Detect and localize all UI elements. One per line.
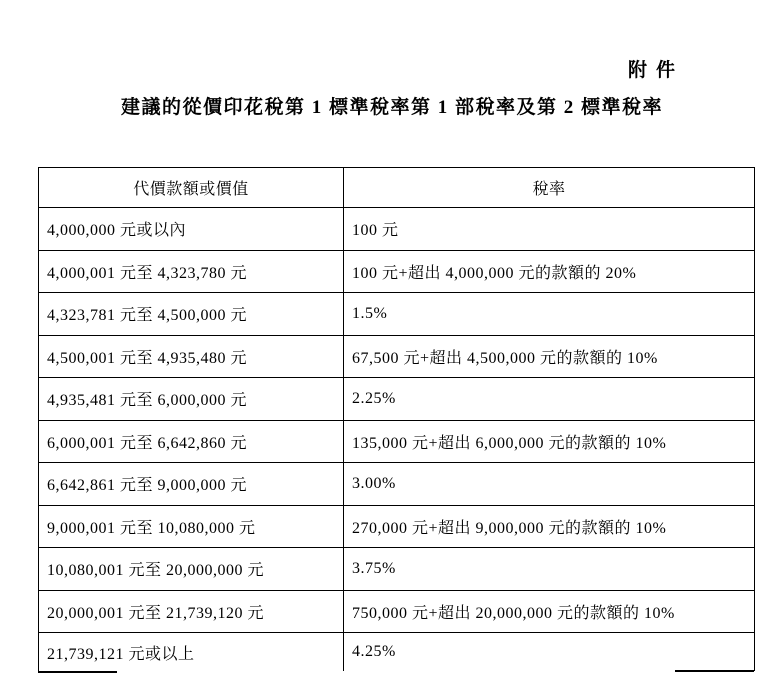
- table-row: [39, 250, 755, 293]
- column-header-rate: 稅率: [344, 168, 755, 208]
- consideration-cell: 4,000,001 元至 4,323,780 元: [39, 250, 344, 293]
- rate-cell: 4.25%: [344, 633, 755, 672]
- tax-rate-table: [38, 167, 755, 671]
- appendix-label: 附件: [628, 60, 685, 81]
- table-row: [39, 293, 755, 336]
- consideration-cell: 4,000,000 元或以內: [39, 208, 344, 251]
- consideration-cell: 21,739,121 元或以上: [39, 633, 344, 672]
- table-row: [39, 590, 755, 633]
- column-header-consideration: 代價款額或價值: [39, 168, 344, 208]
- rate-cell: 2.25%: [344, 378, 755, 421]
- rate-cell: 100 元+超出 4,000,000 元的款額的 20%: [344, 250, 755, 293]
- rate-cell: 1.5%: [344, 293, 755, 336]
- page-title: 建議的從價印花稅第 1 標準稅率第 1 部稅率及第 2 標準稅率: [120, 97, 663, 118]
- table-bottom-border-right-segment: [675, 670, 754, 672]
- table-row: [39, 378, 755, 421]
- table-row: [39, 335, 755, 378]
- consideration-cell: 6,642,861 元至 9,000,000 元: [39, 463, 344, 506]
- table-row: [39, 548, 755, 591]
- rate-cell: 270,000 元+超出 9,000,000 元的款額的 10%: [344, 505, 755, 548]
- table-row: [39, 420, 755, 463]
- table-bottom-border-left-segment: [38, 671, 117, 673]
- rate-cell: 750,000 元+超出 20,000,000 元的款額的 10%: [344, 590, 755, 633]
- consideration-cell: 20,000,001 元至 21,739,120 元: [39, 590, 344, 633]
- rate-cell: 3.00%: [344, 463, 755, 506]
- rate-cell: 135,000 元+超出 6,000,000 元的款額的 10%: [344, 420, 755, 463]
- rate-cell: 67,500 元+超出 4,500,000 元的款額的 10%: [344, 335, 755, 378]
- table-row: [39, 463, 755, 506]
- table-header-row: [39, 168, 755, 208]
- table-row: [39, 505, 755, 548]
- consideration-cell: 9,000,001 元至 10,080,000 元: [39, 505, 344, 548]
- table-row: [39, 208, 755, 251]
- consideration-cell: 4,500,001 元至 4,935,480 元: [39, 335, 344, 378]
- consideration-cell: 4,935,481 元至 6,000,000 元: [39, 378, 344, 421]
- table-row: [39, 633, 755, 672]
- consideration-cell: 10,080,001 元至 20,000,000 元: [39, 548, 344, 591]
- consideration-cell: 4,323,781 元至 4,500,000 元: [39, 293, 344, 336]
- consideration-cell: 6,000,001 元至 6,642,860 元: [39, 420, 344, 463]
- rate-cell: 3.75%: [344, 548, 755, 591]
- rate-cell: 100 元: [344, 208, 755, 251]
